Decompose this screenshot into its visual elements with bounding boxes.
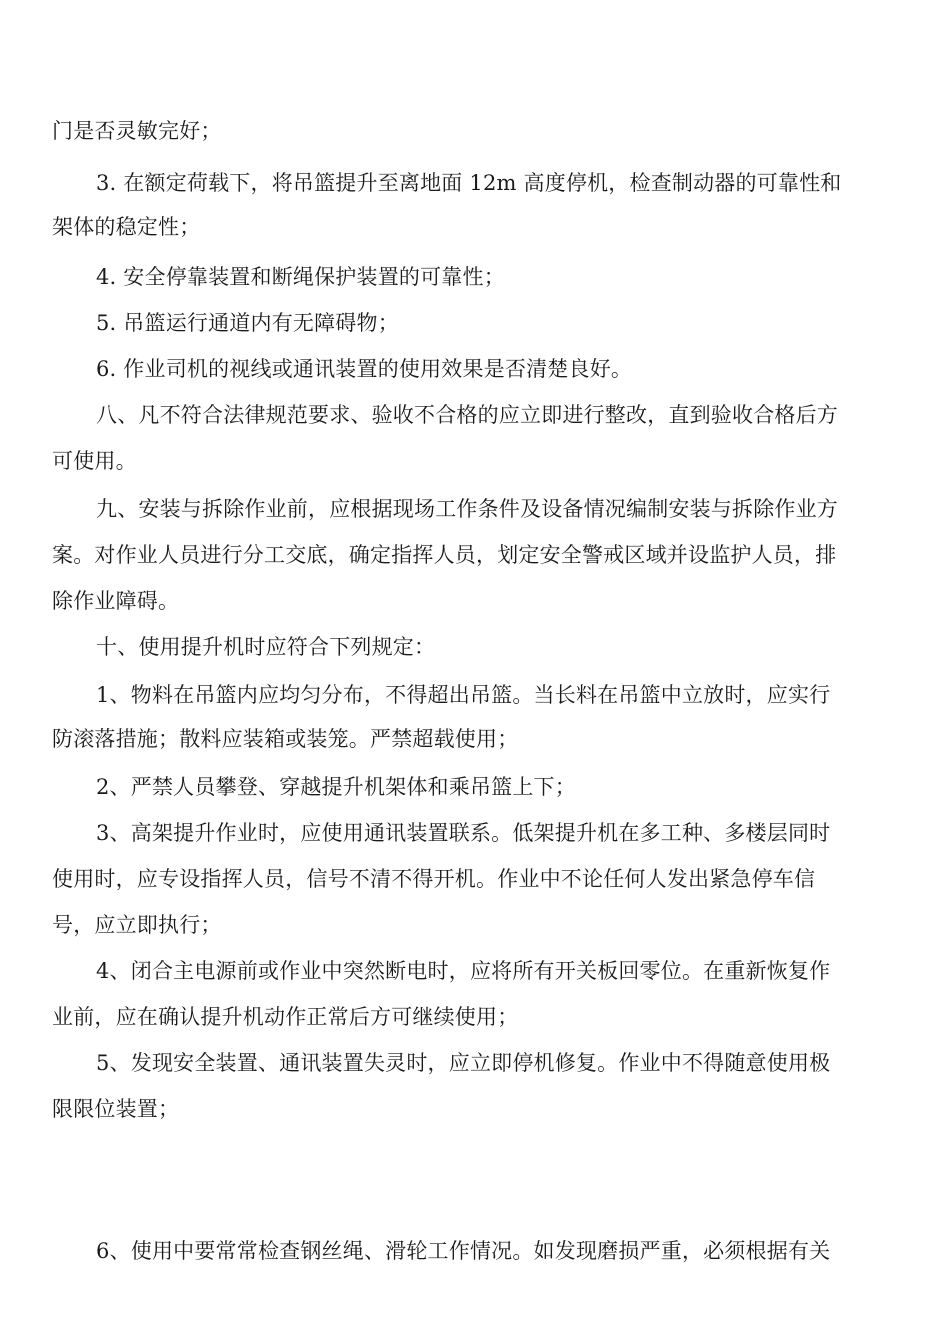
text-line: 6、使用中要常常检查钢丝绳、滑轮工作情况。如发现磨损严重，必须根据有关 [96,1239,831,1263]
text-line: 3. 在额定荷载下，将吊篮提升至离地面 12m 高度停机，检查制动器的可靠性和 [96,171,842,195]
text-line: 5、发现安全装置、通讯装置失灵时，应立即停机修复。作业中不得随意使用极 [96,1051,831,1075]
text-line: 八、凡不符合法律规范要求、验收不合格的应立即进行整改，直到验收合格后方 [96,403,838,427]
text-line: 除作业障碍。 [52,589,180,613]
text-line: 4. 安全停靠装置和断绳保护装置的可靠性； [96,265,505,289]
text-line: 3、高架提升作业时，应使用通讯装置联系。低架提升机在多工种、多楼层同时 [96,821,831,845]
text-line: 案。对作业人员进行分工交底，确定指挥人员，划定安全警戒区域并设监护人员，排 [52,543,837,567]
text-line: 1、物料在吊篮内应均匀分布，不得超出吊篮。当长料在吊篮中立放时，应实行 [96,683,831,707]
text-line: 架体的稳定性； [52,215,201,239]
text-line: 使用时，应专设指挥人员，信号不清不得开机。作业中不论任何人发出紧急停车信 [52,867,816,891]
text-line: 6. 作业司机的视线或通讯装置的使用效果是否清楚良好。 [96,357,633,381]
text-line: 九、安装与拆除作业前，应根据现场工作条件及设备情况编制安装与拆除作业方 [96,497,838,521]
text-line: 十、使用提升机时应符合下列规定： [96,635,436,659]
text-line: 防滚落措施；散料应装箱或装笼。严禁超载使用； [52,727,519,751]
text-line: 5. 吊篮运行通道内有无障碍物； [96,311,399,335]
text-line: 业前，应在确认提升机动作正常后方可继续使用； [52,1005,519,1029]
text-line: 4、闭合主电源前或作业中突然断电时，应将所有开关板回零位。在重新恢复作 [96,959,831,983]
text-line: 2、严禁人员攀登、穿越提升机架体和乘吊篮上下； [96,775,576,799]
text-line: 限限位装置； [52,1097,180,1121]
text-line: 门是否灵敏完好； [52,119,222,143]
text-line: 号，应立即执行； [52,913,222,937]
text-line: 可使用。 [52,449,137,473]
